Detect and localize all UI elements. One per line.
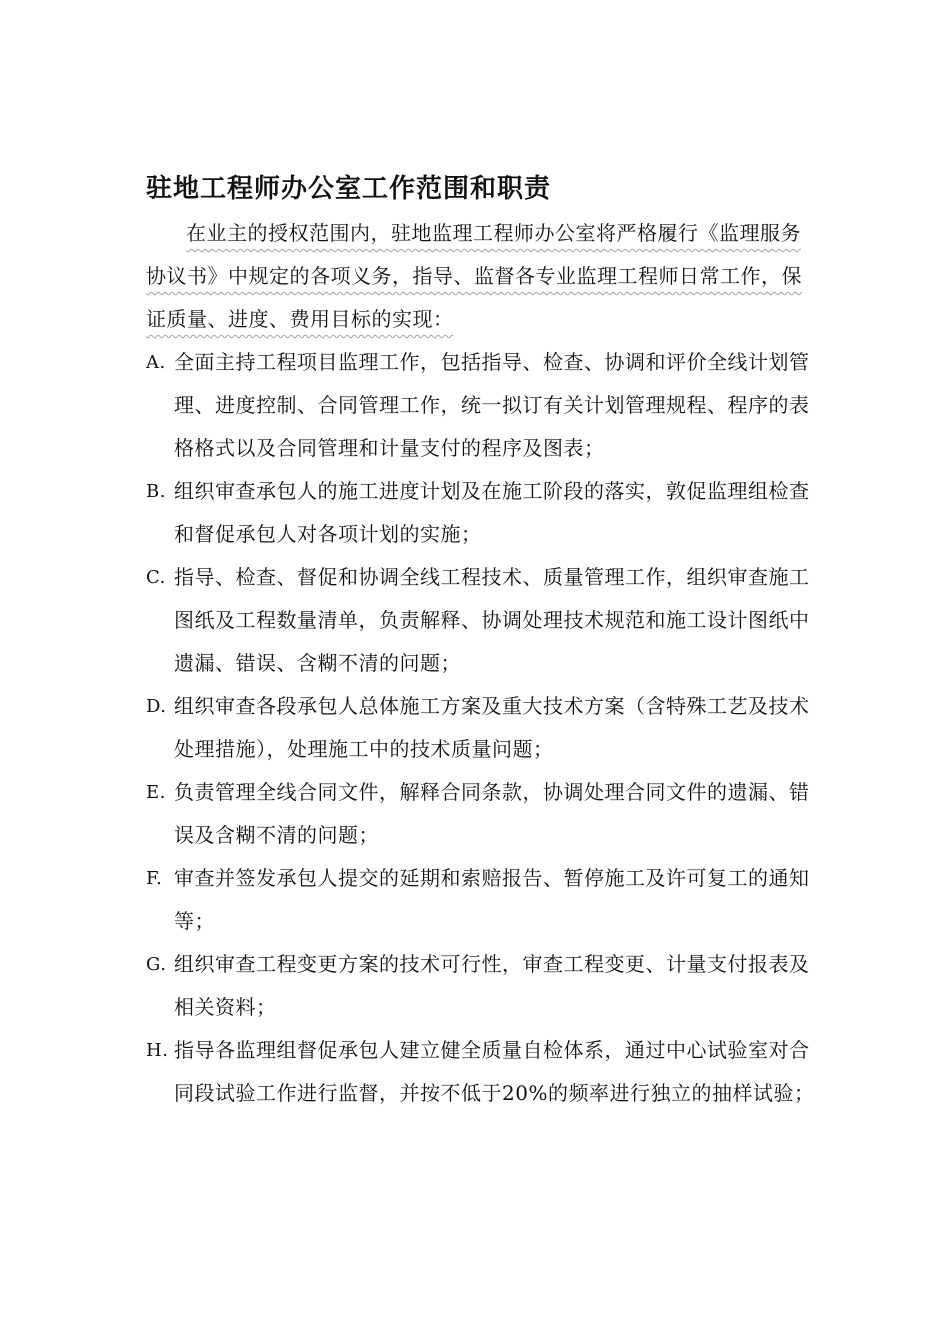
list-item-text: 全面主持工程项目监理工作，包括指导、检查、协调和评价全线计划管理、进度控制、合同管理工作，统一拟订有关计划管理规程、程序的表格格式以及合同管理和计量支付的程序及图表； bbox=[174, 350, 810, 460]
list-item-text: 组织审查工程变更方案的技术可行性，审查工程变更、计量支付报表及相关资料； bbox=[174, 952, 810, 1019]
list-marker: H. bbox=[146, 1040, 169, 1061]
list-marker: A. bbox=[146, 352, 166, 373]
list-marker: F. bbox=[146, 868, 163, 889]
list-item-a bbox=[146, 341, 826, 470]
list-item-b bbox=[146, 470, 826, 556]
responsibility-list bbox=[146, 341, 826, 1115]
list-item-text: 指导各监理组督促承包人建立健全质量自检体系，通过中心试验室对合同段试验工作进行监督，并按不低于20%的频率进行独立的抽样试验； bbox=[174, 1038, 815, 1105]
list-marker: C. bbox=[146, 567, 166, 588]
list-item-text: 负责管理全线合同文件，解释合同条款，协调处理合同文件的遗漏、错误及含糊不清的问题； bbox=[174, 780, 810, 847]
list-item-text: 组织审查承包人的施工进度计划及在施工阶段的落实，敦促监理组检查和督促承包人对各项计划的实施； bbox=[174, 479, 810, 546]
intro-paragraph: 在业主的授权范围内，驻地监理工程师办公室将严格履行《监理服务协议书》中规定的各项义务，指导、监督各专业监理工程师日常工作，保证质量、进度、费用目标的实现： bbox=[146, 221, 802, 331]
list-item-d bbox=[146, 685, 826, 771]
list-marker: D. bbox=[146, 696, 167, 717]
list-marker: B. bbox=[146, 481, 166, 502]
list-item-h bbox=[146, 1029, 826, 1115]
list-item-e bbox=[146, 771, 826, 857]
list-marker: G. bbox=[146, 954, 167, 975]
list-item-text: 审查并签发承包人提交的延期和索赔报告、暂停施工及许可复工的通知等； bbox=[174, 866, 810, 933]
list-marker: E. bbox=[146, 782, 166, 803]
list-item-f bbox=[146, 857, 826, 943]
list-item-g bbox=[146, 943, 826, 1029]
list-item-text: 指导、检查、督促和协调全线工程技术、质量管理工作，组织审查施工图纸及工程数量清单，负责解释、协调处理技术规范和施工设计图纸中遗漏、错误、含糊不清的问题； bbox=[174, 565, 810, 675]
list-item-c bbox=[146, 556, 826, 685]
document-title: 驻地工程师办公室工作范围和职责 bbox=[146, 174, 552, 204]
list-item-text: 组织审查各段承包人总体施工方案及重大技术方案（含特殊工艺及技术处理措施），处理施工中的技术质量问题； bbox=[174, 694, 810, 761]
